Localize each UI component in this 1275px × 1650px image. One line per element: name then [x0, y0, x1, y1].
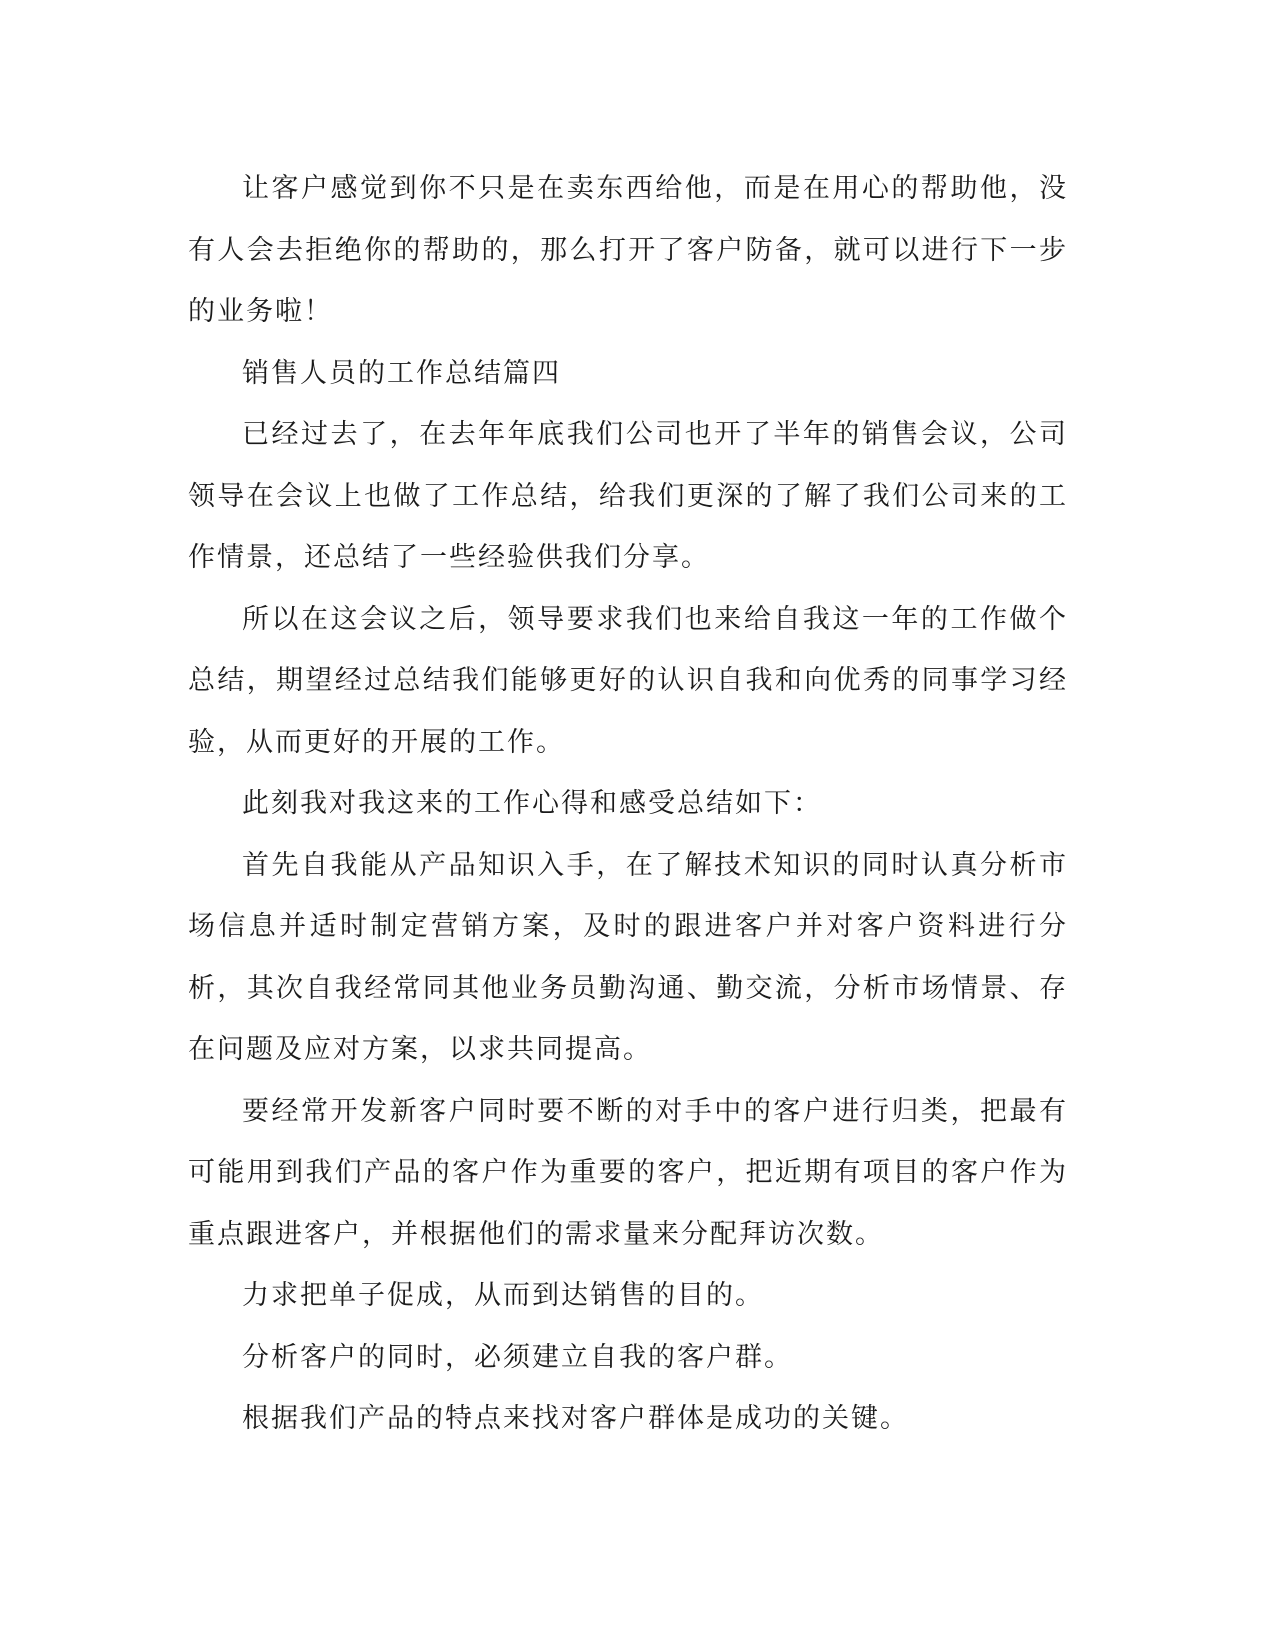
paragraph-new-customers: 要经常开发新客户同时要不断的对手中的客户进行归类，把最有可能用到我们产品的客户作为重要的客户，把近期有项目的客户作为重点跟进客户，并根据他们的需求量来分配拜访次数。: [188, 1095, 1068, 1250]
paragraph-key-to-success: 根据我们产品的特点来找对客户群体是成功的关键。: [242, 1403, 909, 1434]
paragraph-product-knowledge: 首先自我能从产品知识入手，在了解技术知识的同时认真分析市场信息并适时制定营销方案，及时的跟进客户并对客户资料进行分析，其次自我经常同其他业务员勤沟通、勤交流，分析市场情景、存在问题及应对方案，以求共同提高。: [188, 849, 1068, 1065]
paragraph-close-deals: 力求把单子促成，从而到达销售的目的。: [242, 1280, 764, 1311]
paragraph-meeting: 已经过去了，在去年年底我们公司也开了半年的销售会议，公司领导在会议上也做了工作总结，给我们更深的了解了我们公司来的工作情景，还总结了一些经验供我们分享。: [188, 419, 1068, 573]
paragraph-summary-intro: 此刻我对我这来的工作心得和感受总结如下：: [242, 788, 822, 819]
paragraph-customer-help: 让客户感觉到你不只是在卖东西给他，而是在用心的帮助他，没有人会去拒绝你的帮助的，那么打开了客户防备，就可以进行下一步的业务啦！: [188, 173, 1068, 327]
paragraph-customer-group: 分析客户的同时，必须建立自我的客户群。: [242, 1341, 793, 1373]
document-page: [188, 158, 1068, 1450]
section-heading: 销售人员的工作总结篇四: [242, 357, 561, 389]
paragraph-self-summary: 所以在这会议之后，领导要求我们也来给自我这一年的工作做个总结，期望经过总结我们能够更好的认识自我和向优秀的同事学习经验，从而更好的开展的工作。: [188, 603, 1068, 758]
